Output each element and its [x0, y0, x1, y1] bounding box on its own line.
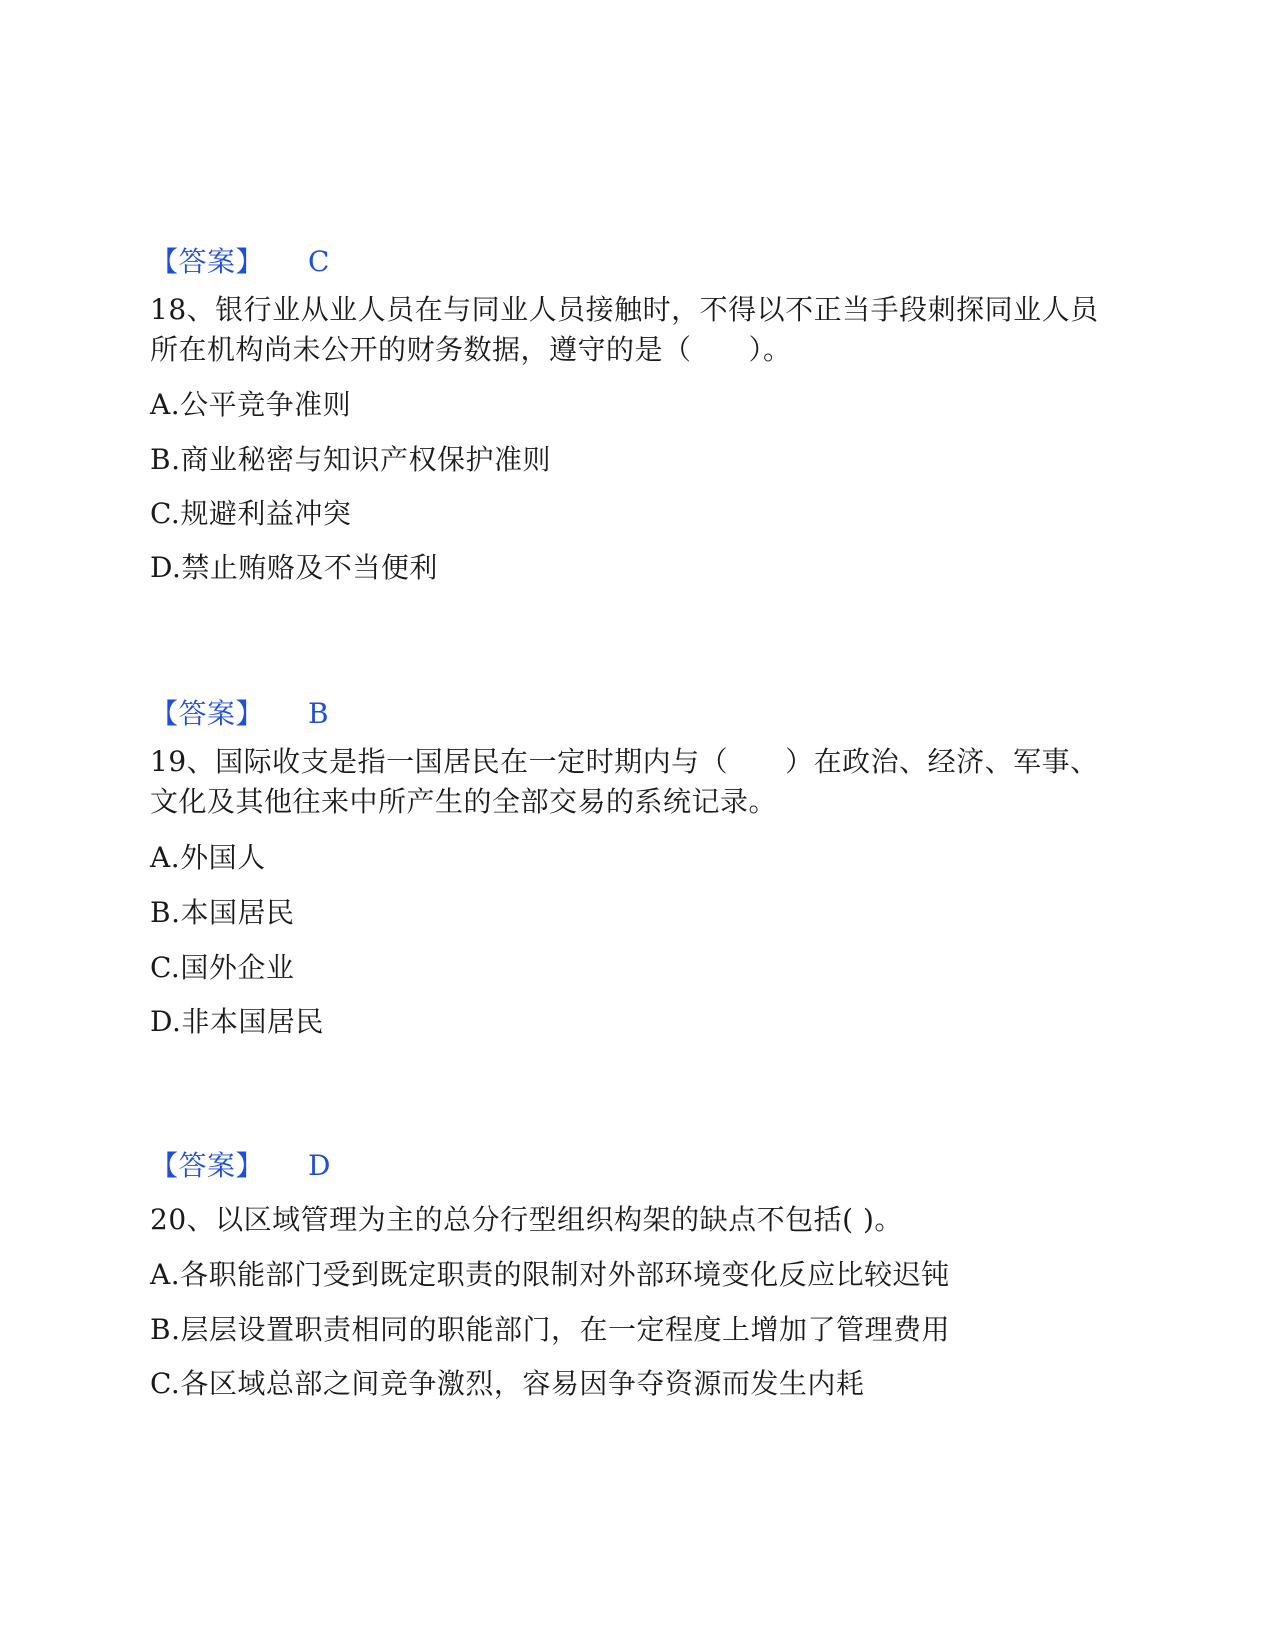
- option-a: A.各职能部门受到既定职责的限制对外部环境变化反应比较迟钝: [150, 1258, 950, 1291]
- answer-row: [150, 242, 550, 282]
- option-b: B.本国居民: [150, 896, 295, 929]
- answer-row: [150, 694, 550, 734]
- question-text-line: 文化及其他往来中所产生的全部交易的系统记录。: [150, 785, 778, 818]
- option-c: C.规避利益冲突: [150, 497, 352, 530]
- option-d: D.禁止贿赂及不当便利: [150, 551, 438, 584]
- answer-label: 【答案】: [150, 245, 265, 278]
- answer-value: C: [308, 245, 330, 278]
- answer-value: D: [308, 1149, 331, 1182]
- question-text-line: 18、银行业从业人员在与同业人员接触时，不得以不正当手段刺探同业人员: [150, 293, 1099, 326]
- answer-value: B: [308, 697, 330, 730]
- question-text-line: 所在机构尚未公开的财务数据，遵守的是（ ）。: [150, 333, 792, 366]
- answer-label: 【答案】: [150, 697, 265, 730]
- answer-label: 【答案】: [150, 1149, 265, 1182]
- option-b: B.商业秘密与知识产权保护准则: [150, 443, 551, 476]
- question-text-line: 19、国际收支是指一国居民在一定时期内与（ ）在政治、经济、军事、: [150, 745, 1099, 778]
- question-text-line: 20、以区域管理为主的总分行型组织构架的缺点不包括( )。: [150, 1203, 903, 1236]
- option-a: A.外国人: [150, 841, 266, 874]
- answer-row: [150, 1146, 550, 1186]
- option-a: A.公平竞争准则: [150, 388, 352, 421]
- option-c: C.国外企业: [150, 951, 295, 984]
- option-b: B.层层设置职责相同的职能部门，在一定程度上增加了管理费用: [150, 1313, 950, 1346]
- option-d: D.非本国居民: [150, 1005, 324, 1038]
- option-c: C.各区域总部之间竞争激烈，容易因争夺资源而发生内耗: [150, 1367, 865, 1400]
